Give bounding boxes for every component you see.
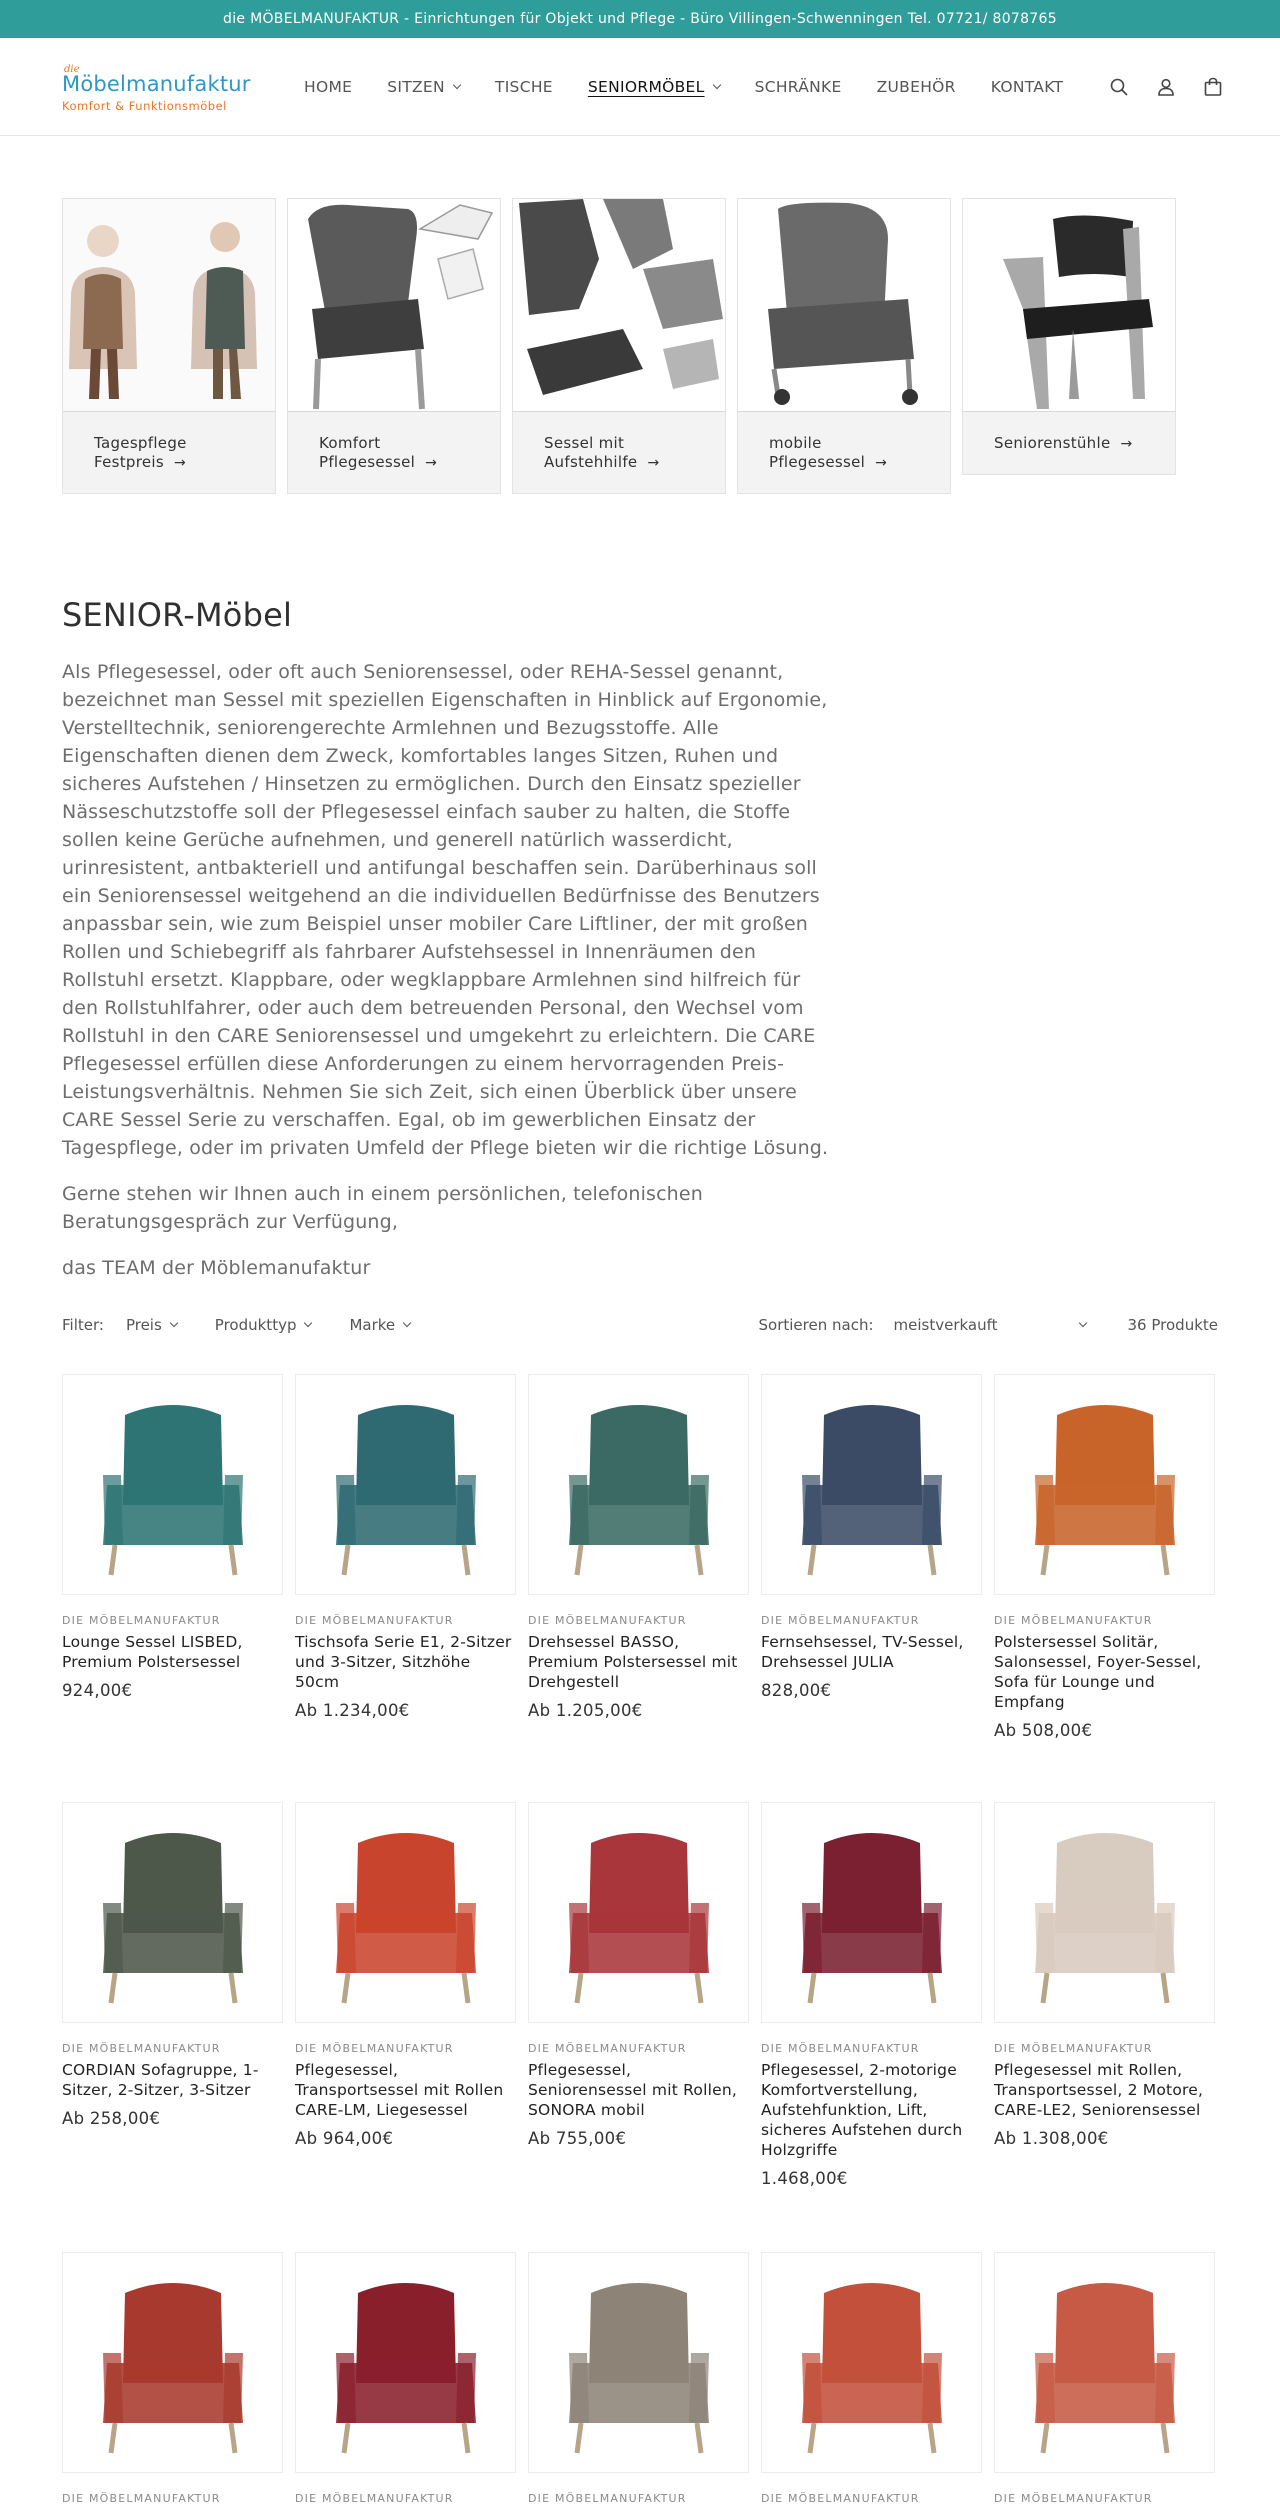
- product-vendor: DIE MÖBELMANUFAKTUR: [295, 2042, 454, 2055]
- product-price: Ab 1.234,00€: [295, 1701, 410, 1720]
- product-card[interactable]: [295, 1802, 516, 2148]
- site-logo[interactable]: [62, 64, 267, 112]
- product-image: [994, 1802, 1215, 2023]
- site-header: [0, 38, 1280, 136]
- collection-title: [738, 412, 950, 493]
- product-vendor: DIE MÖBELMANUFAKTUR: [62, 2492, 221, 2505]
- description-paragraph: Gerne stehen wir Ihnen auch in einem persönlichen, telefonischen Beratungsgespräch zur Verfügung,: [62, 1183, 703, 1233]
- filter-product-type[interactable]: [215, 1316, 312, 1334]
- product-price: 924,00€: [62, 1681, 133, 1700]
- product-price: 828,00€: [761, 1681, 832, 1700]
- nav-tische[interactable]: [495, 78, 553, 96]
- product-vendor: DIE MÖBELMANUFAKTUR: [295, 1614, 454, 1627]
- nav-kontakt[interactable]: [991, 78, 1064, 96]
- header-actions: [1083, 38, 1224, 136]
- collection-title: [963, 412, 1175, 474]
- nav-zubehoer-label: ZUBEHÖR: [876, 78, 956, 96]
- collection-title: [63, 412, 275, 493]
- collection-title: [288, 412, 500, 493]
- product-price: Ab 1.308,00€: [994, 2129, 1109, 2148]
- arrow-right-icon: →: [425, 455, 438, 471]
- product-card[interactable]: [62, 1374, 283, 1700]
- product-card[interactable]: [761, 1802, 982, 2188]
- chevron-down-icon: [1078, 1319, 1086, 1327]
- nav-zubehoer[interactable]: [877, 78, 956, 96]
- product-card[interactable]: [295, 1374, 516, 1720]
- collection-card-tagespflege[interactable]: [62, 198, 276, 494]
- nav-schraenke-label: SCHRÄNKE: [754, 78, 842, 96]
- product-image: [761, 2252, 982, 2473]
- product-price: Ab 964,00€: [295, 2129, 394, 2148]
- product-title[interactable]: Polstersessel Solitär, Salonsessel, Foyer-Sessel, Sofa für Lounge und Empfang: [994, 1633, 1202, 1711]
- product-image: [295, 1374, 516, 1595]
- chevron-down-icon: [453, 81, 461, 89]
- product-image: [528, 1802, 749, 2023]
- collection-label: Seniorenstühle: [994, 434, 1111, 452]
- sort-control: [759, 1310, 1218, 1340]
- product-price: Ab 508,00€: [994, 1721, 1093, 1740]
- arrow-right-icon: →: [1120, 436, 1133, 452]
- product-vendor: DIE MÖBELMANUFAKTUR: [528, 2492, 687, 2505]
- collection-image: [963, 199, 1175, 412]
- description-paragraph: das TEAM der Möblemanufaktur: [62, 1257, 371, 1279]
- product-card[interactable]: [994, 2252, 1215, 2505]
- chevron-down-icon: [403, 1319, 411, 1327]
- collection-label: Komfort Pflegesessel: [319, 434, 416, 471]
- filter-product-type-label: Produkttyp: [214, 1316, 297, 1334]
- product-title[interactable]: Drehsessel BASSO, Premium Polstersessel mit Drehgestell: [528, 1633, 738, 1691]
- product-card[interactable]: [761, 2252, 982, 2505]
- product-image: [62, 1374, 283, 1595]
- collection-label: Sessel mit Aufstehhilfe: [544, 434, 638, 471]
- product-title[interactable]: Pflegesessel, Seniorensessel mit Rollen, SONORA mobil: [528, 2061, 737, 2119]
- logo-main-text: Möbelmanufaktur: [62, 72, 251, 96]
- product-image: [994, 1374, 1215, 1595]
- chevron-down-icon: [304, 1319, 312, 1327]
- product-vendor: DIE MÖBELMANUFAKTUR: [994, 1614, 1153, 1627]
- product-vendor: DIE MÖBELMANUFAKTUR: [62, 2042, 221, 2055]
- product-card[interactable]: [295, 2252, 516, 2505]
- filter-brand[interactable]: [349, 1316, 410, 1334]
- product-vendor: DIE MÖBELMANUFAKTUR: [761, 2492, 920, 2505]
- main-navigation: [304, 38, 1098, 136]
- product-count: 36 Produkte: [1127, 1316, 1218, 1334]
- product-title[interactable]: Pflegesessel mit Rollen, Transportsessel, 2 Motore, CARE-LE2, Seniorensessel: [994, 2061, 1204, 2119]
- nav-seniormoebel[interactable]: [588, 78, 720, 96]
- nav-tische-label: TISCHE: [494, 78, 553, 96]
- product-card[interactable]: [994, 1802, 1215, 2148]
- product-card[interactable]: [528, 1374, 749, 1720]
- filter-brand-label: Marke: [349, 1316, 396, 1334]
- collection-image: [288, 199, 500, 412]
- product-image: [62, 2252, 283, 2473]
- collection-card-seniorenstuehle[interactable]: [962, 198, 1176, 475]
- nav-home-label: HOME: [304, 78, 353, 96]
- product-vendor: DIE MÖBELMANUFAKTUR: [994, 2042, 1153, 2055]
- product-image: [761, 1802, 982, 2023]
- product-title[interactable]: Pflegesessel, 2-motorige Komfortverstellung, Aufstehfunktion, Lift, sicheres Aufstehen durch Holzgriffe: [761, 2061, 963, 2159]
- filter-label: Filter:: [62, 1316, 104, 1334]
- product-card[interactable]: [994, 1374, 1215, 1740]
- collection-card-komfort[interactable]: [287, 198, 501, 494]
- product-image: [761, 1374, 982, 1595]
- product-card[interactable]: [761, 1374, 982, 1700]
- arrow-right-icon: →: [647, 455, 660, 471]
- collection-image: [738, 199, 950, 412]
- collection-image: [513, 199, 725, 412]
- collection-card-mobile[interactable]: [737, 198, 951, 494]
- collection-title: [513, 412, 725, 493]
- product-card[interactable]: [62, 2252, 283, 2505]
- product-vendor: DIE MÖBELMANUFAKTUR: [528, 2042, 687, 2055]
- search-icon[interactable]: [1108, 76, 1130, 98]
- sort-label: Sortieren nach:: [758, 1316, 874, 1334]
- product-title[interactable]: Lounge Sessel LISBED, Premium Polstersessel: [62, 1633, 243, 1671]
- page-title: SENIOR-Möbel: [62, 596, 293, 634]
- nav-seniormoebel-label: SENIORMÖBEL: [587, 78, 705, 96]
- product-title[interactable]: Tischsofa Serie E1, 2-Sitzer und 3-Sitzer, Sitzhöhe 50cm: [295, 1633, 512, 1691]
- arrow-right-icon: →: [174, 455, 187, 471]
- collection-list: [62, 198, 1180, 498]
- collection-image: [63, 199, 275, 412]
- collection-label: mobile Pflegesessel: [769, 434, 866, 471]
- chevron-down-icon: [712, 81, 720, 89]
- filter-price[interactable]: [126, 1316, 177, 1334]
- chevron-down-icon: [170, 1319, 178, 1327]
- product-image: [528, 1374, 749, 1595]
- product-vendor: DIE MÖBELMANUFAKTUR: [528, 1614, 687, 1627]
- product-title[interactable]: Fernsehsessel, TV-Sessel, Drehsessel JULIA: [761, 1633, 964, 1671]
- cart-icon[interactable]: [1202, 76, 1224, 98]
- product-title[interactable]: CORDIAN Sofagruppe, 1-Sitzer, 2-Sitzer, 3-Sitzer: [62, 2061, 259, 2099]
- filter-price-label: Preis: [125, 1316, 162, 1334]
- product-price: Ab 1.205,00€: [528, 1701, 643, 1720]
- announcement-text: die MÖBELMANUFAKTUR - Einrichtungen für Objekt und Pflege - Büro Villingen-Schwenningen Tel. 07721/ 8078765: [223, 11, 1057, 27]
- product-price: 1.468,00€: [761, 2169, 848, 2188]
- product-image: [528, 2252, 749, 2473]
- product-vendor: DIE MÖBELMANUFAKTUR: [994, 2492, 1153, 2505]
- sort-select[interactable]: [894, 1316, 1086, 1334]
- nav-sitzen[interactable]: [387, 78, 460, 96]
- account-icon[interactable]: [1155, 76, 1177, 98]
- logo-small-text: die: [64, 64, 80, 75]
- arrow-right-icon: →: [875, 455, 888, 471]
- product-image: [295, 1802, 516, 2023]
- product-title[interactable]: Pflegesessel, Transportsessel mit Rollen CARE-LM, Liegesessel: [295, 2061, 504, 2119]
- product-vendor: DIE MÖBELMANUFAKTUR: [62, 1614, 221, 1627]
- nav-kontakt-label: KONTAKT: [990, 78, 1064, 96]
- filter-bar: [62, 1310, 1218, 1340]
- product-vendor: DIE MÖBELMANUFAKTUR: [295, 2492, 454, 2505]
- product-vendor: DIE MÖBELMANUFAKTUR: [761, 1614, 920, 1627]
- description-paragraph: Als Pflegesessel, oder oft auch Seniorensessel, oder REHA-Sessel genannt, bezeichnet man Sessel mit speziellen Eigenschaften in Hinblick auf Ergonomie, Verstelltechnik, seniorengerechte Armlehnen und Bezugsstoffe. Alle Eigenschaften dienen dem Zweck, komfortables langes Sitzen, Ruhen und sicheres Aufstehen / Hinsetzen zu ermöglichen. Durch den Einsatz spezieller Nässeschutzstoffe soll der Pflegesessel einfach sauber zu halten, die Stoffe sollen keine Gerüche aufnehmen, und generell natürlich wasserdicht, urinresistent, antbakteriell und antifungal beschaffen sein. Darüberhinaus soll ein Seniorensessel weitgehend an die individuellen Bedürfnisse des Benutzers anpassbar sein, wie zum Beispiel unser mobiler Care Liftliner, der mit großen Rollen und Schiebegriff als fahrbarer Aufstehsessel in Innenräumen den Rollstuhl ersetzt. Klappbare, oder wegklappbare Armlehnen sind hilfreich für den Rollstuhlfahrer, oder auch dem betreuenden Personal, den Wechsel vom Rollstuhl in den CARE Seniorensessel und umgekehrt zu erleichtern. Die CARE Pflegesessel erfüllen diese Anforderungen zu einem hervorragenden Preis-Leistungsverhältnis. Nehmen Sie sich Zeit, sich einen Überblick über unsere CARE Sessel Serie zu verschaffen. Egal, ob im gewerblichen Einsatz der Tagespflege, oder im privaten Umfeld der Pflege bieten wir die richtige Lösung.: [62, 661, 829, 1159]
- nav-schraenke[interactable]: [755, 78, 842, 96]
- logo-subtitle: Komfort & Funktionsmöbel: [62, 99, 227, 113]
- product-card[interactable]: [528, 2252, 749, 2505]
- product-price: Ab 755,00€: [528, 2129, 627, 2148]
- product-card[interactable]: [62, 1802, 283, 2128]
- nav-home[interactable]: [304, 78, 352, 96]
- product-card[interactable]: [528, 1802, 749, 2148]
- sort-value: meistverkauft: [893, 1316, 998, 1334]
- collection-label: Tagespflege Festpreis: [94, 434, 187, 471]
- product-price: Ab 258,00€: [62, 2109, 161, 2128]
- collection-card-aufstehhilfe[interactable]: [512, 198, 726, 494]
- product-vendor: DIE MÖBELMANUFAKTUR: [761, 2042, 920, 2055]
- collection-description: [62, 658, 837, 1300]
- announcement-bar: [0, 0, 1280, 38]
- nav-sitzen-label: SITZEN: [387, 78, 445, 96]
- product-image: [994, 2252, 1215, 2473]
- product-image: [295, 2252, 516, 2473]
- product-image: [62, 1802, 283, 2023]
